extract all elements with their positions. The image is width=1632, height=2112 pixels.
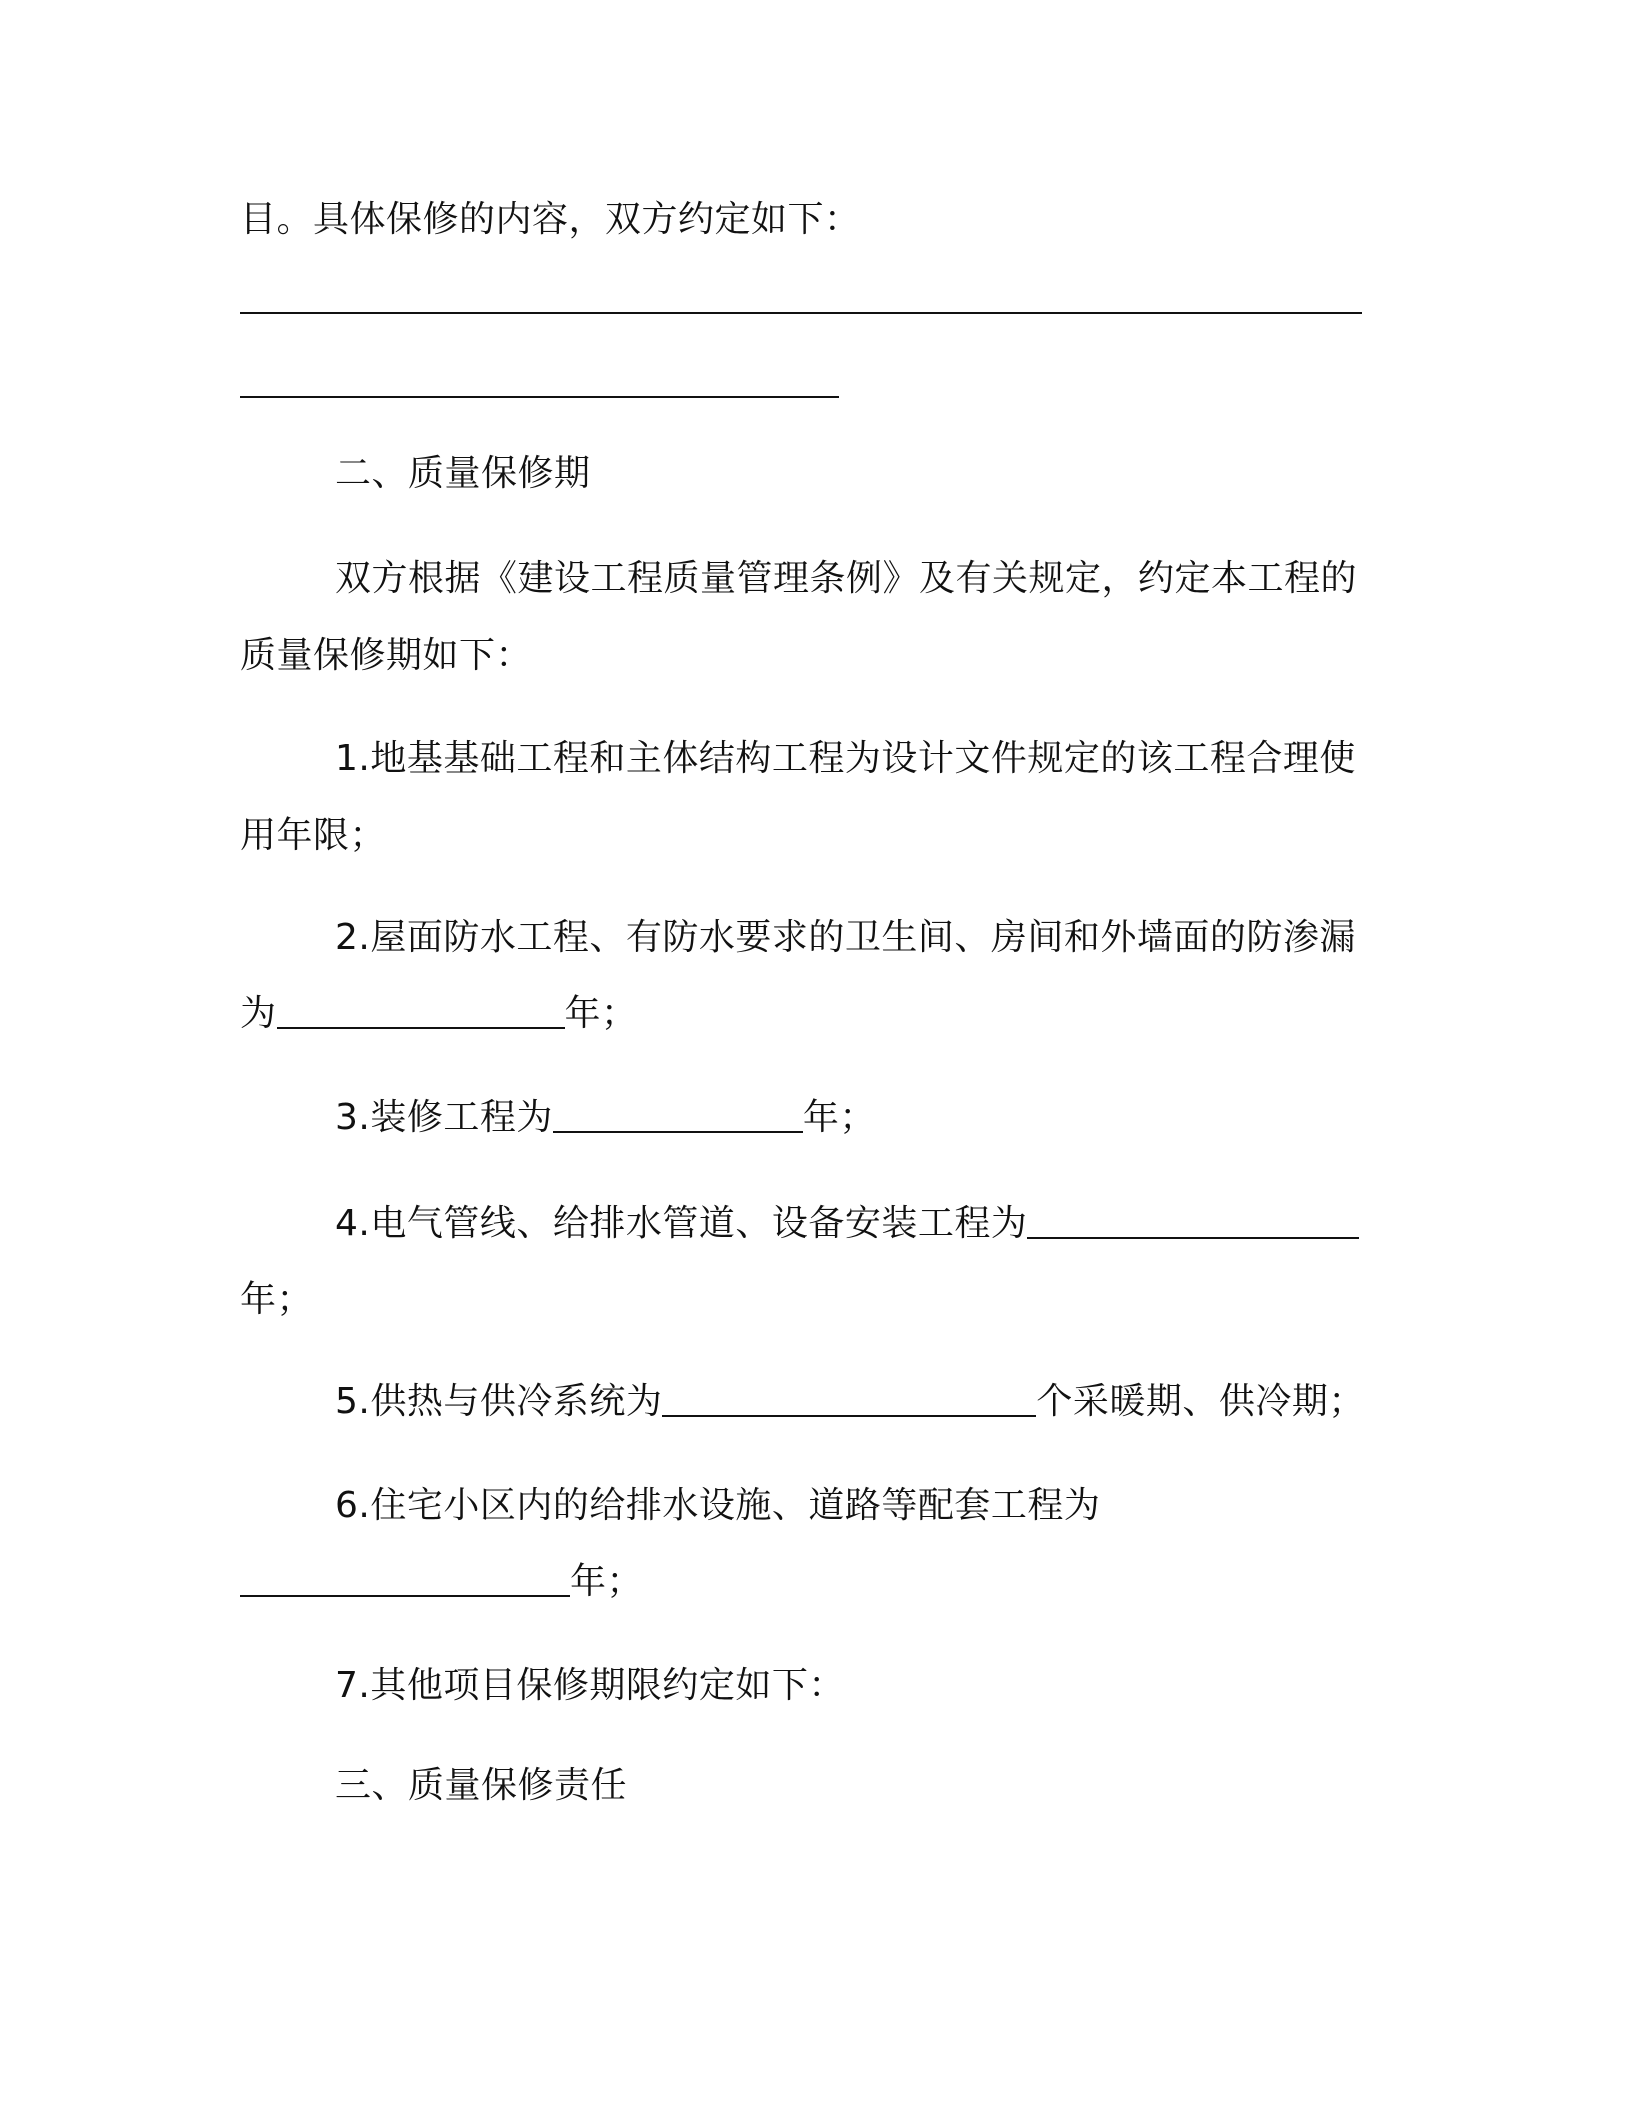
section-heading: 二、质量保修期 [335,453,591,494]
text-segment: 年； [570,1561,644,1602]
list-item-3 [335,1094,1385,1142]
text-segment: 年； [564,993,638,1034]
list-item-4-cont: 年； [240,1279,314,1320]
text-segment: 4.电气管线、给排水管道、设备安装工程为 [335,1203,1028,1244]
paragraph-line: 质量保修期如下： [240,635,533,676]
section-heading: 三、质量保修责任 [335,1765,628,1806]
blank-field [662,1385,1036,1417]
text-segment: 个采暖期、供冷期； [1036,1381,1365,1422]
paragraph-line: 双方根据《建设工程质量管理条例》及有关规定，约定本工程的 [335,558,1358,599]
blank-field [277,997,565,1029]
list-item-4 [335,1200,1385,1248]
blank-field [1027,1207,1359,1239]
blank-field [240,1565,570,1597]
blank-field [553,1101,803,1133]
text-line: 目。具体保修的内容，双方约定如下： [240,199,861,240]
list-item-6: 6.住宅小区内的给排水设施、道路等配套工程为 [335,1485,1101,1526]
text-segment: 3.装修工程为 [335,1097,553,1138]
fill-in-rule [240,396,839,398]
list-item-5 [335,1378,1385,1426]
list-item-7: 7.其他项目保修期限约定如下： [335,1665,845,1706]
list-item-1-cont: 用年限； [240,815,387,856]
text-segment: 年； [802,1097,876,1138]
list-item-1: 1.地基基础工程和主体结构工程为设计文件规定的该工程合理使 [335,738,1356,779]
text-segment: 5.供热与供冷系统为 [335,1381,663,1422]
list-item-6-cont [240,1558,1380,1606]
list-item-2-cont [240,990,1380,1038]
list-item-2: 2.屋面防水工程、有防水要求的卫生间、房间和外墙面的防渗漏 [335,917,1356,958]
text-segment: 为 [240,993,277,1034]
fill-in-rule [240,312,1362,314]
